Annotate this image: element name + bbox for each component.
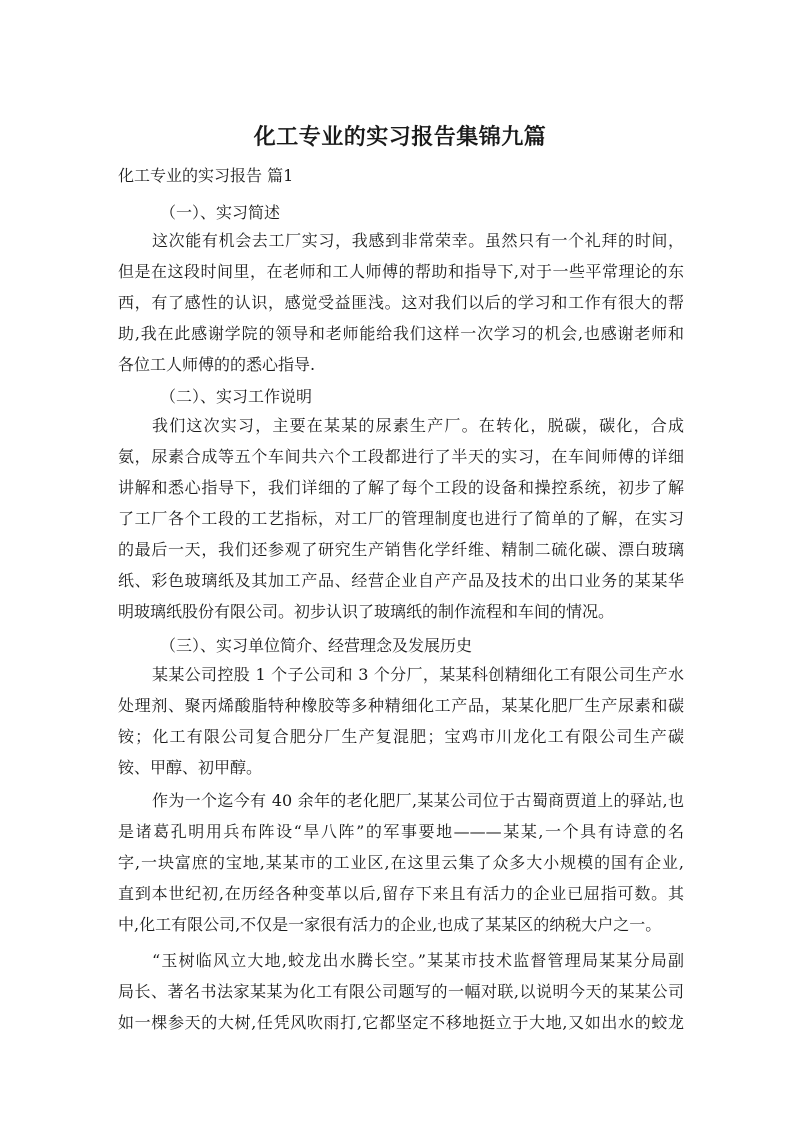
section-heading: （三）、实习单位简介、经营理念及发展历史 bbox=[160, 636, 473, 655]
paragraph-line: 但是在这段时间里，在老师和工人师傅的帮助和指导下,对于一些平常理论的东 bbox=[118, 262, 684, 281]
paragraph-line: 各位工人师傅的的悉心指导. bbox=[118, 355, 316, 374]
paragraph-line: 直到本世纪初,在历经各种变革以后,留存下来且有活力的企业已屈指可数。其 bbox=[118, 884, 684, 903]
paragraph-line: 字,一块富庶的宝地,某某市的工业区,在这里云集了众多大小规模的国有企业, bbox=[118, 853, 684, 872]
paragraph bbox=[118, 410, 684, 627]
paragraph-line: 的最后一天，我们还参观了研究生产销售化学纤维、精制二硫化碳、漂白玻璃 bbox=[118, 540, 684, 559]
paragraph-line: 了工厂各个工段的工艺指标，对工厂的管理制度也进行了简单的了解，在实习 bbox=[118, 509, 684, 528]
paragraph-line: 助,我在此感谢学院的领导和老师能给我们这样一次学习的机会,也感谢老师和 bbox=[118, 324, 684, 343]
section-heading: （一）、实习简述 bbox=[160, 203, 281, 222]
paragraph-line: 处理剂、聚丙烯酸脂特种橡胶等多种精细化工产品，某某化肥厂生产尿素和碳 bbox=[118, 696, 684, 715]
paragraph-line: 中,化工有限公司,不仅是一家很有活力的企业,也成了某某区的纳税大户之一。 bbox=[118, 915, 662, 934]
paragraph bbox=[118, 659, 684, 783]
paragraph bbox=[118, 225, 684, 380]
paragraph-line: 铵、甲醇、初甲醇。 bbox=[118, 758, 263, 777]
document-title: 化工专业的实习报告集锦九篇 bbox=[253, 125, 547, 150]
paragraph-line: 是诸葛孔明用兵布阵设“旱八阵”的军事要地———某某,一个具有诗意的名 bbox=[118, 822, 684, 841]
paragraph bbox=[118, 785, 684, 940]
paragraph bbox=[118, 945, 684, 1038]
paragraph-line: 氨，尿素合成等五个车间共六个工段都进行了半天的实习，在车间师傅的详细 bbox=[118, 447, 684, 466]
paragraph-line: 明玻璃纸股份有限公司。初步认识了玻璃纸的制作流程和车间的情况。 bbox=[118, 602, 615, 621]
paragraph-line: 这次能有机会去工厂实习，我感到非常荣幸。虽然只有一个礼拜的时间， bbox=[152, 231, 684, 250]
paragraph-line: 西，有了感性的认识，感觉受益匪浅。这对我们以后的学习和工作有很大的帮 bbox=[118, 293, 684, 312]
document-subtitle: 化工专业的实习报告 篇1 bbox=[118, 166, 294, 185]
paragraph-line: 我们这次实习，主要在某某的尿素生产厂。在转化，脱碳，碳化，合成 bbox=[152, 416, 684, 435]
paragraph-line: 纸、彩色玻璃纸及其加工产品、经营企业自产产品及技术的出口业务的某某华 bbox=[118, 571, 684, 590]
paragraph-line: 局长、著名书法家某某为化工有限公司题写的一幅对联,以说明今天的某某公司 bbox=[118, 982, 684, 1001]
paragraph-line: 作为一个迄今有 40 余年的老化肥厂,某某公司位于古蜀商贾道上的驿站,也 bbox=[152, 791, 684, 810]
paragraph-line: 讲解和悉心指导下，我们详细的了解了每个工段的设备和操控系统，初步了解 bbox=[118, 478, 684, 497]
paragraph-line: 如一棵参天的大树,任凭风吹雨打,它都坚定不移地挺立于大地,又如出水的蛟龙 bbox=[118, 1013, 684, 1032]
paragraph-line: 铵；化工有限公司复合肥分厂生产复混肥；宝鸡市川龙化工有限公司生产碳 bbox=[118, 727, 684, 746]
paragraph-line: 某某公司控股 1 个子公司和 3 个分厂，某某科创精细化工有限公司生产水 bbox=[152, 665, 684, 684]
section-heading: （二）、实习工作说明 bbox=[160, 387, 313, 406]
paragraph-line: “玉树临风立大地,蛟龙出水腾长空。”某某市技术监督管理局某某分局副 bbox=[152, 951, 684, 970]
